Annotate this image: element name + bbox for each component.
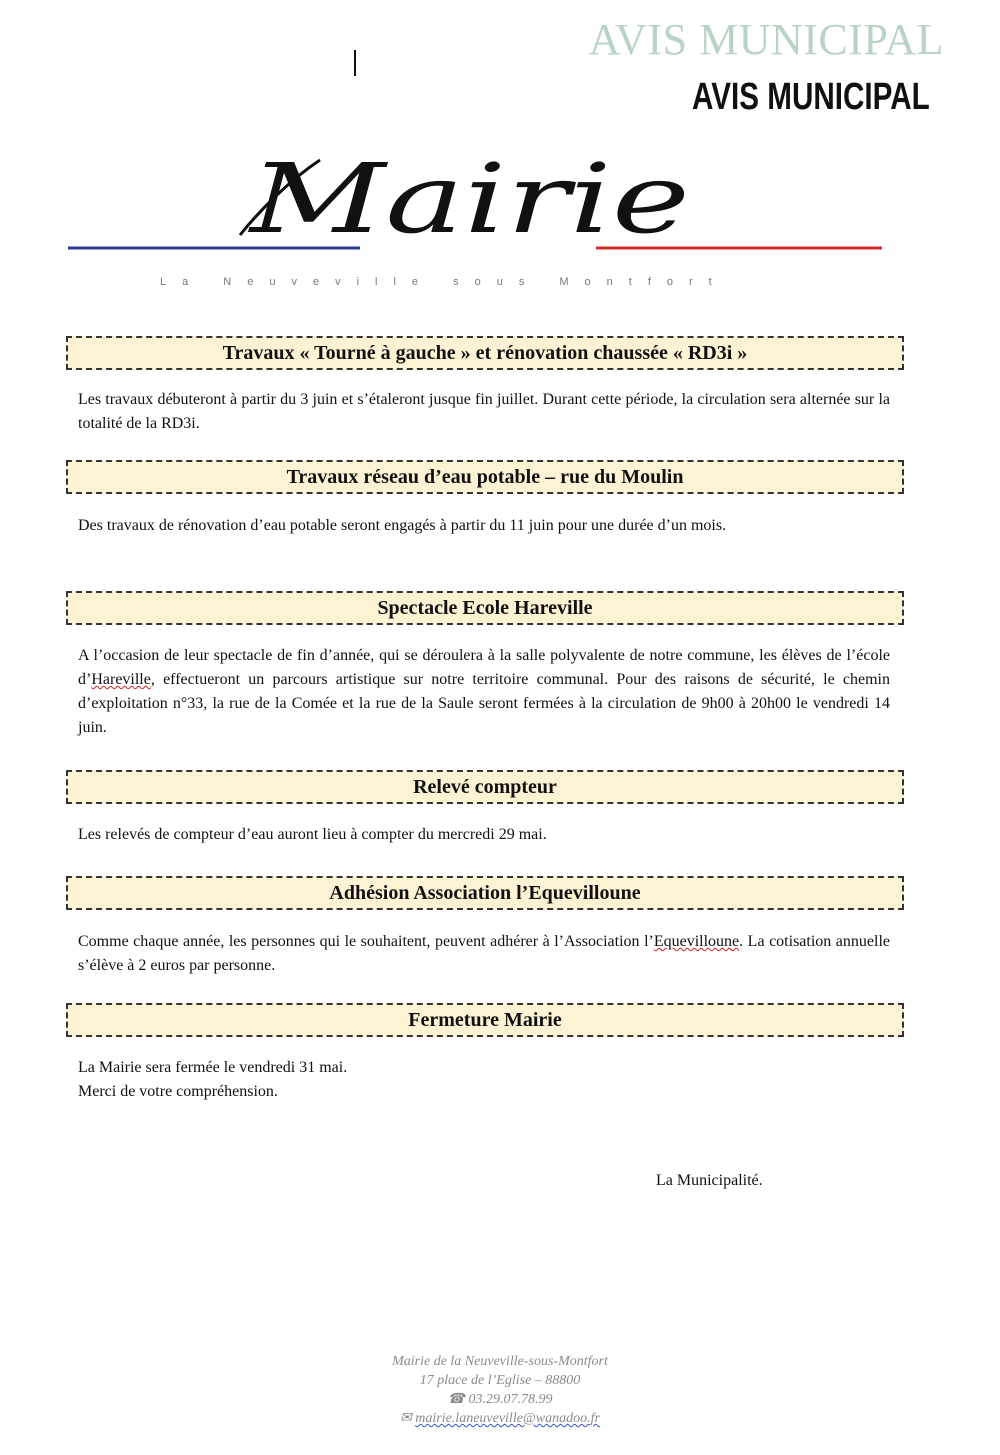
email-icon: ✉ (400, 1411, 416, 1426)
adhesion-text-a: Comme chaque année, les personnes qui le souhaitent, peuvent adhérer à l’Association l’ (78, 933, 654, 950)
spectacle-text-a: A l’occasion de leur spectacle de fin d’année, qui se déroulera à la salle polyvalente de notre commune, les élèves de l’école d’ (78, 647, 890, 688)
adhesion-text-b: Equevilloune (653, 933, 740, 950)
section-title-eau-potable: Travaux réseau d’eau potable – rue du Moulin (66, 460, 904, 494)
signature: La Municipalité. (656, 1172, 763, 1189)
footer-line-3 (300, 1390, 700, 1409)
text-cursor (354, 50, 356, 76)
spectacle-text-c: , effectueront un parcours artistique sur notre territoire communal. Pour des raisons de sécurité, le chemin d’exploitation n°33, la rue de la Comée et la rue de la Saule seront fermées à la circulation de 9h00 à 20h00 le vendredi 14 juin. (78, 671, 890, 736)
logo-script-text: Mairie (247, 143, 691, 255)
section-title-adhesion: Adhésion Association l’Equevilloune (66, 876, 904, 910)
footer (300, 1352, 700, 1428)
section-text-eau-potable: Des travaux de rénovation d’eau potable seront engagés à partir du 11 juin pour une durée d’un mois. (78, 517, 727, 534)
footer-email[interactable]: mairie.laneuveville@wanadoo.fr (415, 1411, 600, 1426)
footer-phone: 03.29.07.78.99 (468, 1392, 553, 1407)
fermeture-line-2: Merci de votre compréhension. (78, 1083, 278, 1100)
section-text-travaux-rd3i: Les travaux débuteront à partir du 3 juin et s’étaleront jusque fin juillet. Durant cette période, la circulation sera alternée sur la totalité de la RD3i. (78, 391, 890, 432)
fermeture-line-1: La Mairie sera fermée le vendredi 31 mai. (78, 1059, 348, 1076)
phone-icon: ☎ (447, 1392, 469, 1407)
mairie-logo (60, 140, 900, 270)
section-text-releve: Les relevés de compteur d’eau auront lieu à compter du mercredi 29 mai. (78, 826, 547, 843)
footer-line-1: Mairie de la Neuveville-sous-Montfort (392, 1354, 608, 1369)
section-title-releve: Relevé compteur (66, 770, 904, 804)
logo-subtitle: La Neuveville sous Montfort (160, 276, 728, 288)
footer-line-2: 17 place de l’Eglise – 88800 (419, 1373, 581, 1388)
spectacle-text-b: Hareville (91, 671, 151, 688)
section-title-fermeture: Fermeture Mairie (66, 1003, 904, 1037)
header-title: AVIS MUNICIPAL (692, 76, 930, 118)
footer-line-4 (300, 1409, 700, 1428)
section-title-travaux-rd3i: Travaux « Tourné à gauche » et rénovation chaussée « RD3i » (66, 336, 904, 370)
section-text-spectacle (78, 644, 890, 740)
header-ghost-title: AVIS MUNICIPAL (588, 15, 944, 64)
section-text-adhesion (78, 930, 890, 978)
section-text-fermeture (78, 1056, 890, 1104)
adhesion-text-c: . La cotisation annuelle s’élève à 2 euros par personne. (78, 933, 891, 974)
section-title-spectacle: Spectacle Ecole Hareville (66, 591, 904, 625)
